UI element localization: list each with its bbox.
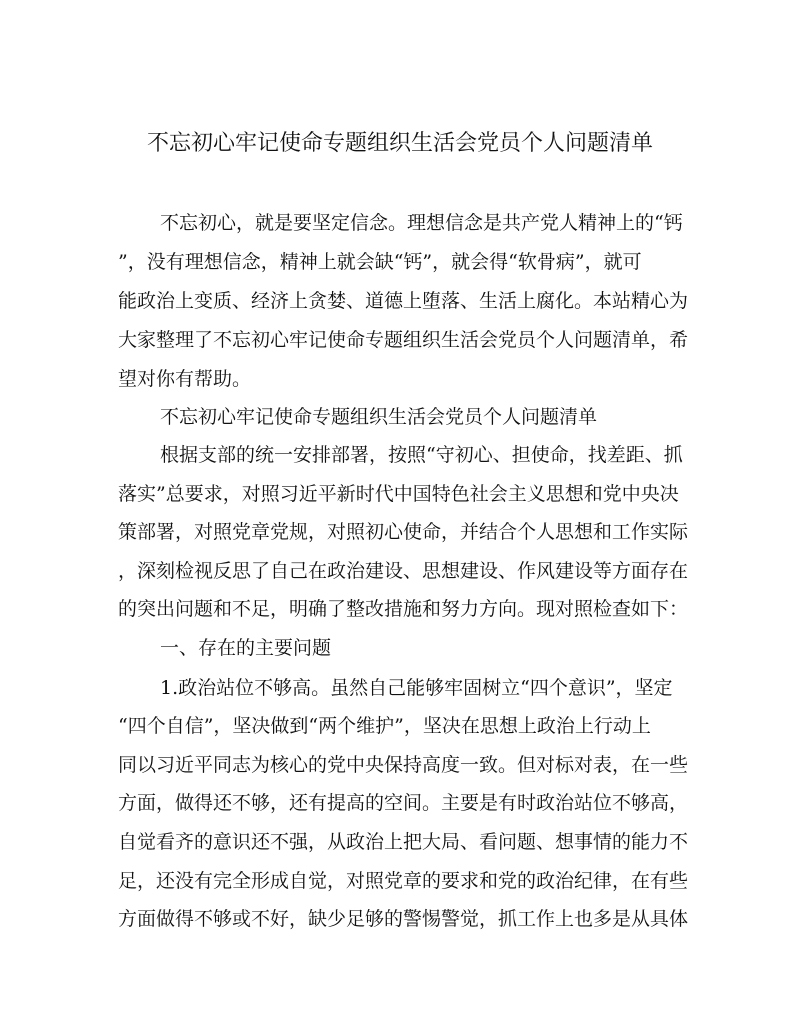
paragraph-line: 根据支部的统一安排部署，按照“守初心、担使命，找差距、抓 [160, 444, 683, 466]
paragraph-line: 方面，做得还不够，还有提高的空间。主要是有时政治站位不够高， [118, 792, 689, 814]
paragraph-line: 同以习近平同志为核心的党中央保持高度一致。但对标对表，在一些 [118, 754, 689, 776]
paragraph-line: ”，没有理想信念，精神上就会缺“钙”，就会得“软骨病”，就可 [118, 251, 642, 273]
paragraph-line: 能政治上变质、经济上贪婪、道德上堕落、生活上腐化。本站精心为 [118, 290, 689, 312]
paragraph-line: ，深刻检视反思了自己在政治建设、思想建设、作风建设等方面存在 [118, 560, 689, 582]
section-heading: 一、存在的主要问题 [160, 637, 332, 659]
document-title: 不忘初心牢记使命专题组织生活会党员个人问题清单 [146, 131, 653, 156]
paragraph-line: 大家整理了不忘初心牢记使命专题组织生活会党员个人问题清单，希 [118, 329, 689, 351]
section-heading: 不忘初心牢记使命专题组织生活会党员个人问题清单 [160, 406, 598, 428]
paragraph-line: 的突出问题和不足，明确了整改措施和努力方向。现对照检查如下： [118, 598, 689, 620]
paragraph-line: 不忘初心，就是要坚定信念。理想信念是共产党人精神上的“钙 [160, 212, 683, 234]
paragraph-line: 落实”总要求，对照习近平新时代中国特色社会主义思想和党中央决 [118, 483, 679, 505]
paragraph-line: 策部署，对照党章党规，对照初心使命，并结合个人思想和工作实际 [118, 521, 689, 543]
paragraph-line: 望对你有帮助。 [118, 368, 252, 390]
paragraph-line: “四个自信”，坚决做到“两个维护”，坚决在思想上政治上行动上 [118, 715, 651, 737]
paragraph-line: 自觉看齐的意识还不强，从政治上把大局、看问题、想事情的能力不 [118, 831, 689, 853]
paragraph-line: 方面做得不够或不好，缺少足够的警惕警觉，抓工作上也多是从具体 [118, 908, 689, 930]
paragraph-line: 足，还没有完全形成自觉，对照党章的要求和党的政治纪律，在有些 [118, 870, 689, 892]
paragraph-line: 1.政治站位不够高。虽然自己能够牢固树立“四个意识”，坚定 [160, 677, 673, 699]
